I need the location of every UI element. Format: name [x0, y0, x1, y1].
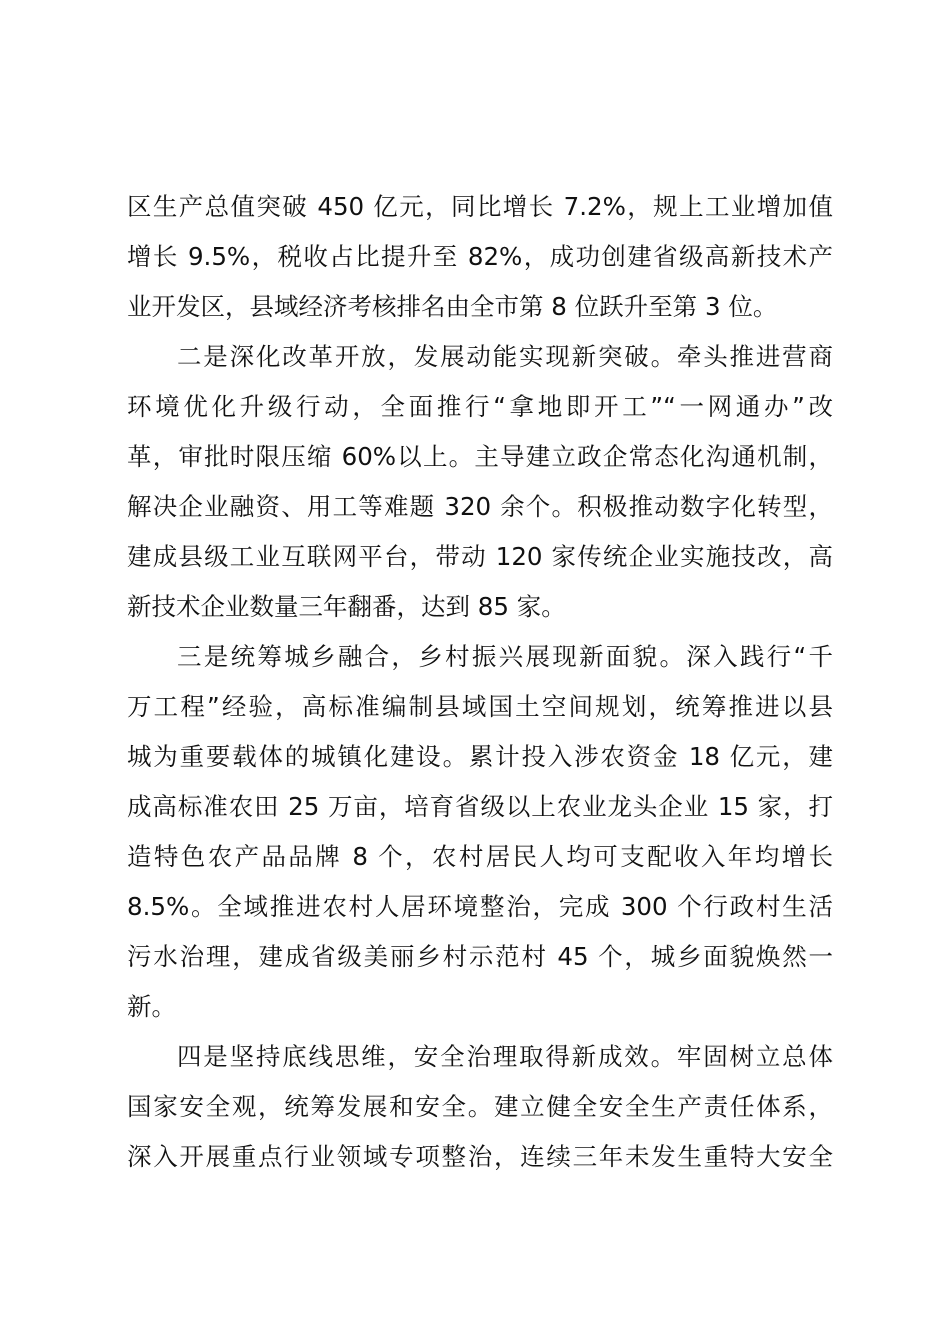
- text-line: 新技术企业数量三年翻番，达到 85 家。: [127, 592, 566, 621]
- paragraph-heading-line: 二是深化改革开放，发展动能实现新突破。牵头推进营商: [177, 342, 833, 371]
- text-line: 8.5%。全域推进农村人居环境整治，完成 300 个行政村生活: [127, 892, 833, 921]
- text-line: 国家安全观，统筹发展和安全。建立健全安全生产责任体系，: [127, 1092, 833, 1121]
- text-line: 成高标准农田 25 万亩，培育省级以上农业龙头企业 15 家，打: [127, 792, 833, 821]
- paragraph-heading-line: 三是统筹城乡融合，乡村振兴展现新面貌。深入践行“千: [177, 642, 833, 671]
- text-line: 万工程”经验，高标准编制县域国土空间规划，统筹推进以县: [127, 692, 833, 721]
- text-line: 环境优化升级行动，全面推行“拿地即开工”“一网通办”改: [127, 392, 833, 421]
- text-line: 区生产总值突破 450 亿元，同比增长 7.2%，规上工业增加值: [127, 192, 833, 221]
- text-line: 新。: [127, 992, 176, 1021]
- paragraph-heading-line: 四是坚持底线思维，安全治理取得新成效。牢固树立总体: [177, 1042, 833, 1071]
- text-line: 业开发区，县域经济考核排名由全市第 8 位跃升至第 3 位。: [127, 292, 778, 321]
- text-line: 污水治理，建成省级美丽乡村示范村 45 个，城乡面貌焕然一: [127, 942, 833, 971]
- text-line: 建成县级工业互联网平台，带动 120 家传统企业实施技改，高: [127, 542, 833, 571]
- text-line: 城为重要载体的城镇化建设。累计投入涉农资金 18 亿元，建: [127, 742, 833, 771]
- text-line: 解决企业融资、用工等难题 320 余个。积极推动数字化转型，: [127, 492, 833, 521]
- text-line: 深入开展重点行业领域专项整治，连续三年未发生重特大安全: [127, 1142, 833, 1171]
- text-line: 造特色农产品品牌 8 个，农村居民人均可支配收入年均增长: [127, 842, 833, 871]
- text-line: 增长 9.5%，税收占比提升至 82%，成功创建省级高新技术产: [127, 242, 833, 271]
- text-line: 革，审批时限压缩 60%以上。主导建立政企常态化沟通机制，: [127, 442, 833, 471]
